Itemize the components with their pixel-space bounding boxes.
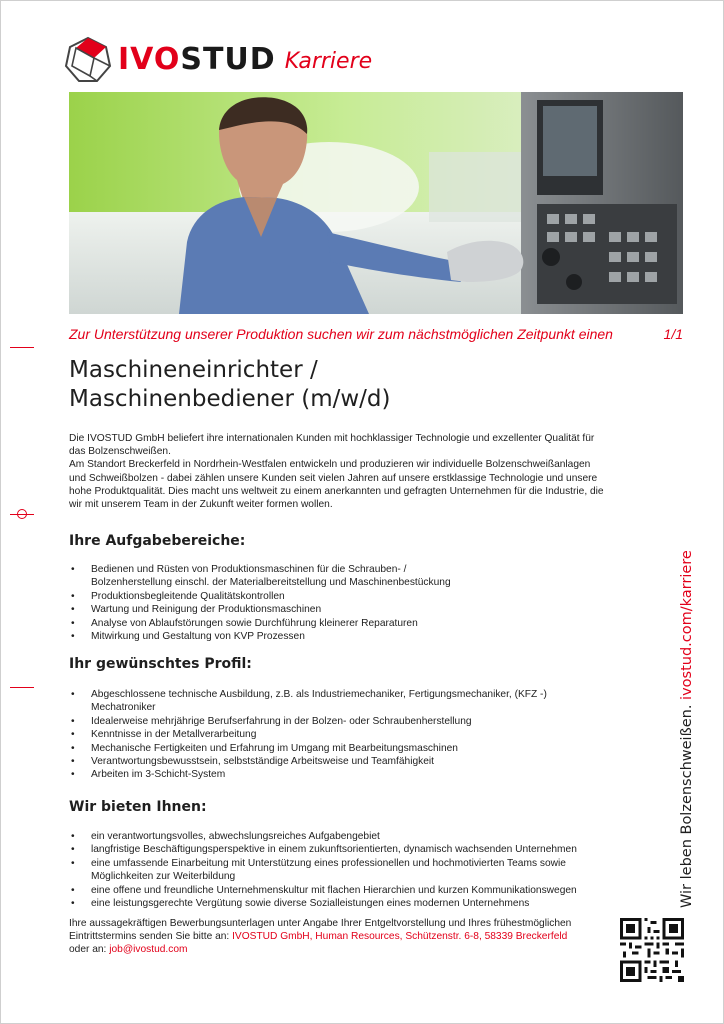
job-title [69, 356, 390, 414]
list-item: • Idealerweise mehrjährige Berufserfahrung in der Bolzen- oder Schraubenherstellung [69, 715, 549, 728]
hero-image [69, 92, 683, 314]
offer-list [69, 830, 617, 910]
profile-heading: Ihr gewünschtes Profil: [69, 656, 252, 672]
list-item: • Analyse von Ablaufstörungen sowie Durchführung kleinerer Reparaturen [69, 617, 489, 630]
company-intro [69, 432, 609, 511]
tasks-list [69, 563, 489, 643]
closing-text: Ihre aussagekräftigen Bewerbungsunterlagen unter Angabe Ihrer Entgeltvorstellung und Ihres frühestmöglichen Eintrittstermins senden Sie bitte an: [69, 918, 572, 943]
slogan-text: Wir leben Bolzenschweißen. [679, 699, 695, 908]
company-logo[interactable] [64, 36, 372, 84]
fold-mark-top [10, 347, 34, 348]
job-title-line1: Maschineneinrichter / [69, 357, 318, 383]
list-item: • Kenntnisse in der Metallverarbeitung [69, 728, 549, 741]
subheadline [69, 326, 683, 342]
list-item: • Mitwirkung und Gestaltung von KVP Prozessen [69, 630, 489, 643]
list-item: • eine umfassende Einarbeitung mit Unterstützung eines professionellen und hochmotivierten Teams sowie Möglichkeiten zur Weiterbildung [69, 857, 617, 884]
list-item: • Wartung und Reinigung der Produktionsmaschinen [69, 603, 489, 616]
brand-prefix: IVO [118, 42, 181, 77]
page-indicator: 1/1 [663, 326, 683, 342]
list-item: • langfristige Beschäftigungsperspektive in einem zukunftsorientierten, dynamisch wachsenden Unternehmen [69, 843, 617, 856]
career-url-link[interactable]: ivostud.com/karriere [679, 550, 695, 700]
intro-paragraph: Am Standort Breckerfeld in Nordrhein-Westfalen entwickeln und produzieren wir individuelle Bolzenschweißanlagen und Schweißbolzen - dabei zählen unsere Kunden seit vielen Jahren auf unsere erstklassige Technologie und unsere hohe Produktqualität. Dies macht uns weltweit zu einem anerkannten und gefragten Unternehmen für die Industrie, die wir mit unserem Team in der Zukunft weiter formen wollen. [69, 459, 604, 511]
intro-paragraph: Die IVOSTUD GmbH beliefert ihre internationalen Kunden mit hochklassiger Technologie und exzellenter Qualität für das Bolzenschweißen. [69, 433, 595, 458]
list-item: • eine offene und freundliche Unternehmenskultur mit flachen Hierarchien und kurzen Kommunikationswegen [69, 884, 617, 897]
list-item: • Mechanische Fertigkeiten und Erfahrung im Umgang mit Bearbeitungsmaschinen [69, 742, 549, 755]
fold-mark-bottom [10, 687, 34, 688]
email-link[interactable]: job@ivostud.com [109, 944, 188, 956]
closing-text-email: oder an: [69, 944, 110, 956]
list-item: • Produktionsbegleitende Qualitätskontrollen [69, 590, 489, 603]
offer-heading: Wir bieten Ihnen: [69, 799, 207, 815]
hero-photo-illustration [69, 92, 683, 314]
tasks-heading: Ihre Aufgabebereiche: [69, 533, 246, 549]
list-item: • Verantwortungsbewusstsein, selbstständige Arbeitsweise und Teamfähigkeit [69, 755, 549, 768]
hr-address: IVOSTUD GmbH, Human Resources, Schützenstr. 6-8, 58339 Breckerfeld [232, 931, 568, 943]
vertical-slogan [679, 550, 695, 908]
list-item: • Bedienen und Rüsten von Produktionsmaschinen für die Schrauben- / Bolzenherstellung einschl. der Materialbereitstellung und Maschinenbestückung [69, 563, 489, 590]
qr-code-icon[interactable] [620, 918, 684, 982]
subheadline-text: Zur Unterstützung unserer Produktion suchen wir zum nächstmöglichen Zeitpunkt einen [69, 326, 613, 342]
brand-subtitle: Karriere [284, 49, 373, 74]
brand-suffix: STUD [180, 42, 276, 77]
list-item: • eine leistungsgerechte Vergütung sowie diverse Sozialleistungen eines modernen Unternehmens [69, 897, 617, 910]
punch-hole-marker [17, 509, 27, 519]
list-item: • Arbeiten im 3-Schicht-System [69, 768, 549, 781]
list-item: • Abgeschlossene technische Ausbildung, z.B. als Industriemechaniker, Fertigungsmechaniker, (KFZ -) Mechatroniker [69, 688, 549, 715]
logo-polygon-icon [64, 36, 112, 84]
profile-list [69, 688, 549, 782]
job-title-line2: Maschinenbediener (m/w/d) [69, 386, 391, 412]
list-item: • ein verantwortungsvolles, abwechslungsreiches Aufgabengebiet [69, 830, 617, 843]
brand-name [118, 42, 276, 77]
application-instructions [69, 917, 629, 957]
